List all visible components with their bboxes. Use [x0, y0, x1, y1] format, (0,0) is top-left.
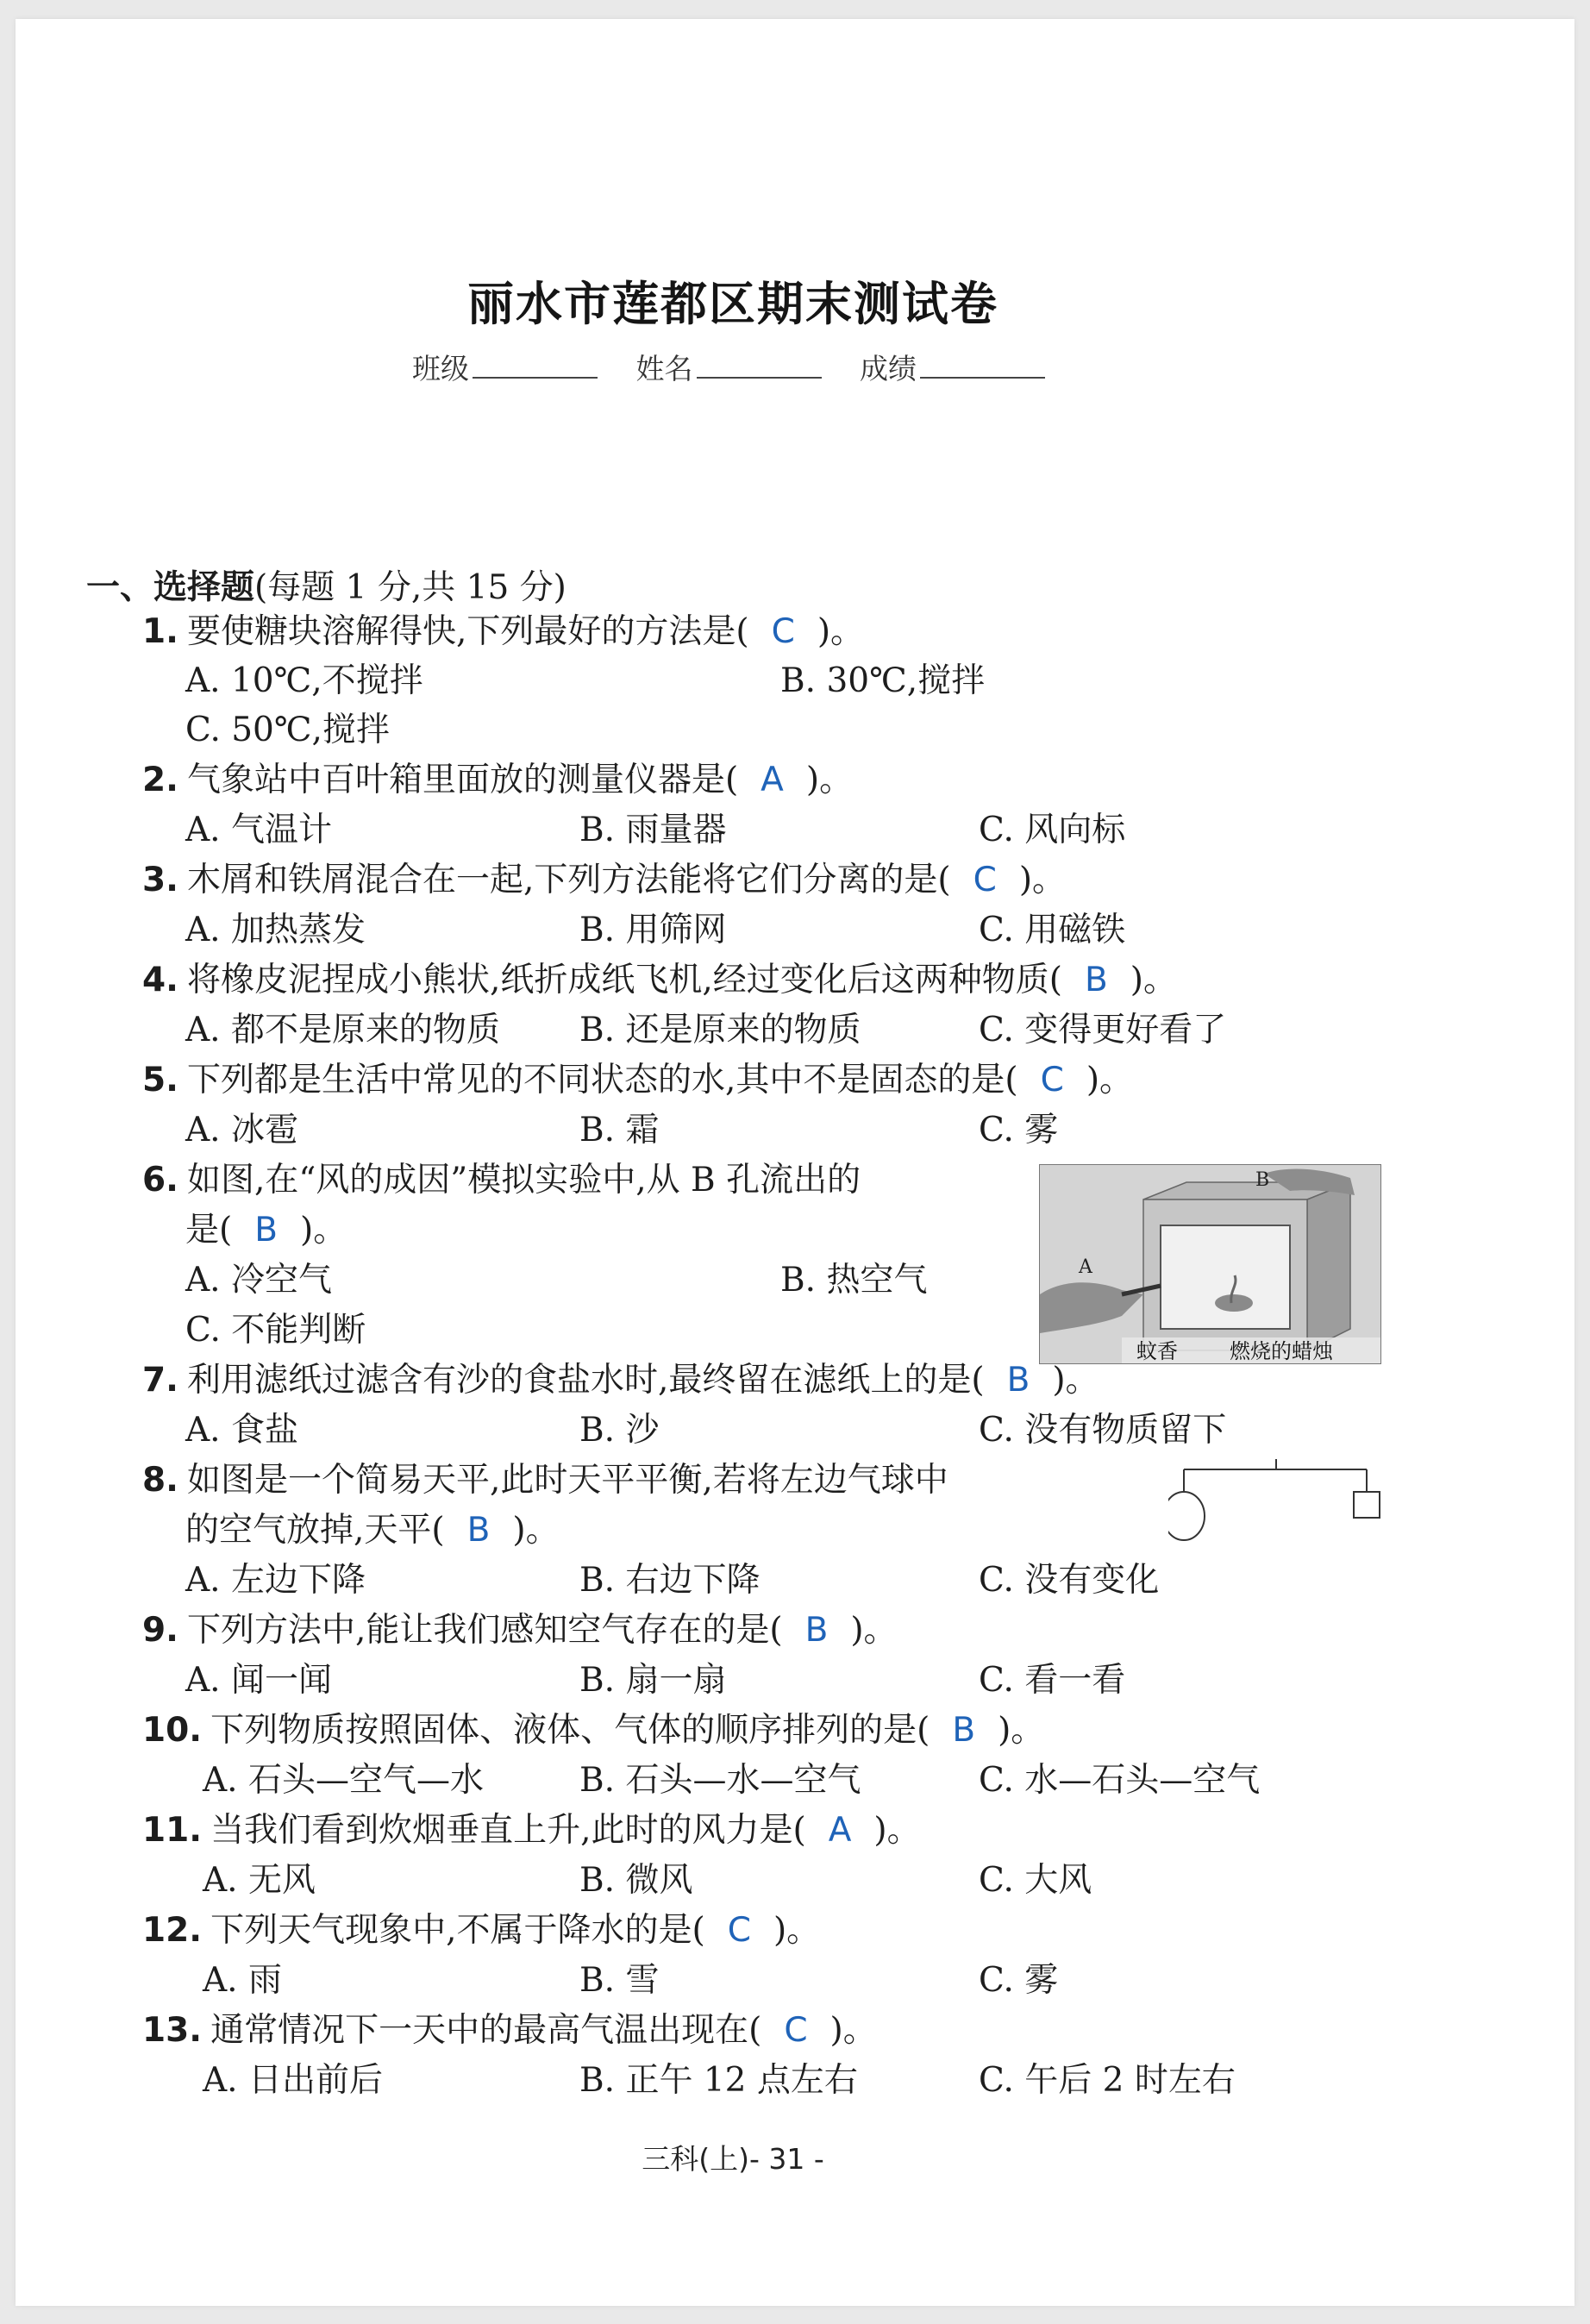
option-b: B. 用筛网 — [579, 911, 727, 949]
question-6 — [142, 1159, 861, 1202]
label-b: B — [1255, 1169, 1270, 1191]
option-b: B. 雪 — [579, 1961, 660, 2000]
option-c: C. 雾 — [979, 1961, 1059, 2000]
left-balloon — [1168, 1492, 1205, 1540]
question-text-continued: 的空气放掉,天平( — [185, 1511, 445, 1550]
question-4 — [142, 959, 1177, 1002]
option-a: A. 都不是原来的物质 — [185, 1011, 500, 1049]
answer-mark: B — [952, 1711, 976, 1750]
question-text: 如图,在“风的成因”模拟实验中,从 B 孔流出的 — [186, 1161, 861, 1200]
simple-balance-diagram — [1168, 1457, 1384, 1561]
question-number: 1. — [142, 612, 178, 651]
option-b: B. 雨量器 — [579, 811, 727, 849]
answer-mark: C — [771, 612, 795, 651]
question-text: 将橡皮泥捏成小熊状,纸折成纸飞机,经过变化后这两种物质( — [186, 961, 1062, 999]
question-end: )。 — [998, 1711, 1045, 1750]
page-title: 丽水市莲都区期末测试卷 — [467, 277, 998, 331]
question-9 — [142, 1609, 898, 1652]
option-c: C. 50℃,搅拌 — [185, 711, 390, 749]
option-a: A. 日出前后 — [203, 2061, 383, 2100]
option-c: C. 看一看 — [979, 1661, 1126, 1700]
class-label: 班级 — [412, 352, 469, 385]
option-b: B. 30℃,搅拌 — [780, 661, 986, 700]
question-number: 6. — [142, 1161, 178, 1200]
option-a: A. 食盐 — [185, 1411, 298, 1450]
student-info-row — [412, 347, 1074, 390]
option-a: A. 10℃,不搅拌 — [185, 661, 423, 700]
answer-mark: B — [1084, 961, 1108, 999]
option-c: C. 没有变化 — [979, 1561, 1160, 1600]
option-b: B. 霜 — [579, 1111, 660, 1149]
page-footer: 三科(上)- 31 - — [642, 2142, 824, 2176]
option-b: B. 热空气 — [780, 1261, 928, 1300]
option-c: C. 没有物质留下 — [979, 1411, 1227, 1450]
question-number: 13. — [142, 2011, 203, 2050]
answer-mark: A — [828, 1811, 852, 1850]
option-a: A. 雨 — [203, 1961, 282, 2000]
right-weight — [1354, 1492, 1380, 1518]
option-c: C. 不能判断 — [185, 1311, 366, 1350]
question-1 — [142, 611, 864, 654]
section-title: 一、选择题 — [86, 568, 255, 607]
question-text: 下列物质按照固体、液体、气体的顺序排列的是( — [210, 1711, 930, 1750]
question-number: 8. — [142, 1461, 178, 1500]
question-3 — [142, 859, 1066, 902]
question-end: )。 — [850, 1611, 898, 1650]
question-end: )。 — [773, 1911, 821, 1950]
question-5 — [142, 1059, 1133, 1102]
question-end: )。 — [829, 2011, 877, 2050]
question-text: 如图是一个简易天平,此时天平平衡,若将左边气球中 — [186, 1461, 948, 1500]
section-heading — [86, 561, 567, 609]
question-number: 3. — [142, 861, 178, 899]
option-c: C. 水—石头—空气 — [979, 1761, 1261, 1800]
question-end: )。 — [873, 1811, 921, 1850]
answer-mark: B — [1006, 1361, 1030, 1400]
option-a: A. 无风 — [203, 1861, 316, 1900]
question-text-continued: 是( — [185, 1211, 233, 1250]
question-end: )。 — [1052, 1361, 1099, 1400]
question-number: 9. — [142, 1611, 178, 1650]
question-number: 10. — [142, 1711, 203, 1750]
question-11 — [142, 1809, 921, 1852]
question-text: 下列都是生活中常见的不同状态的水,其中不是固态的是( — [186, 1061, 1018, 1099]
question-end: )。 — [1086, 1061, 1134, 1099]
question-8-line-2 — [185, 1509, 560, 1552]
option-a: A. 冰雹 — [185, 1111, 298, 1149]
question-number: 12. — [142, 1911, 203, 1950]
option-b: B. 扇一扇 — [579, 1661, 727, 1700]
wind-experiment-photo — [1039, 1164, 1381, 1364]
option-b: B. 石头—水—空气 — [579, 1761, 861, 1800]
option-a: A. 冷空气 — [185, 1261, 332, 1300]
question-text: 气象站中百叶箱里面放的测量仪器是( — [186, 761, 739, 799]
question-end: )。 — [1130, 961, 1177, 999]
option-c: C. 雾 — [979, 1111, 1059, 1149]
section-note: (每题 1 分,共 15 分) — [254, 568, 567, 607]
option-c: C. 午后 2 时左右 — [979, 2061, 1236, 2100]
question-number: 5. — [142, 1061, 178, 1099]
question-end: )。 — [512, 1511, 560, 1550]
answer-mark: C — [973, 861, 997, 899]
question-text: 利用滤纸过滤含有沙的食盐水时,最终留在滤纸上的是( — [186, 1361, 985, 1400]
question-8 — [142, 1459, 948, 1502]
question-10 — [142, 1709, 1044, 1752]
option-c: C. 大风 — [979, 1861, 1092, 1900]
option-c: C. 用磁铁 — [979, 911, 1126, 949]
question-number: 7. — [142, 1361, 178, 1400]
answer-mark: A — [761, 761, 784, 799]
answer-mark: C — [1040, 1061, 1064, 1099]
question-text: 下列方法中,能让我们感知空气存在的是( — [186, 1611, 783, 1650]
option-a: A. 闻一闻 — [185, 1661, 332, 1700]
question-6-line-2 — [185, 1209, 347, 1252]
option-c: C. 变得更好看了 — [979, 1011, 1227, 1049]
option-a: A. 左边下降 — [185, 1561, 366, 1600]
caption-candle: 燃烧的蜡烛 — [1230, 1339, 1333, 1363]
option-c: C. 风向标 — [979, 811, 1126, 849]
option-b: B. 正午 12 点左右 — [579, 2061, 858, 2100]
score-label: 成绩 — [860, 352, 917, 385]
question-number: 4. — [142, 961, 178, 999]
option-b: B. 右边下降 — [579, 1561, 761, 1600]
option-a: A. 气温计 — [185, 811, 332, 849]
question-number: 11. — [142, 1811, 203, 1850]
option-a: A. 加热蒸发 — [185, 911, 366, 949]
label-a: A — [1079, 1256, 1092, 1278]
answer-mark: B — [254, 1211, 278, 1250]
option-b: B. 微风 — [579, 1861, 693, 1900]
class-field — [412, 347, 598, 387]
name-field — [636, 347, 822, 387]
answer-mark: B — [466, 1511, 491, 1550]
answer-mark: C — [727, 1911, 751, 1950]
question-end: )。 — [1018, 861, 1067, 899]
score-blank[interactable] — [920, 351, 1045, 379]
experiment-illustration — [1040, 1165, 1380, 1363]
question-number: 2. — [142, 761, 178, 799]
option-b: B. 还是原来的物质 — [579, 1011, 861, 1049]
question-13 — [142, 2009, 877, 2052]
option-b: B. 沙 — [579, 1411, 660, 1450]
question-12 — [142, 1909, 820, 1952]
option-a: A. 石头—空气—水 — [203, 1761, 484, 1800]
question-7 — [142, 1359, 1099, 1402]
question-text: 当我们看到炊烟垂直上升,此时的风力是( — [210, 1811, 806, 1850]
question-end: )。 — [817, 612, 865, 651]
question-end: )。 — [805, 761, 854, 799]
answer-mark: B — [804, 1611, 829, 1650]
answer-mark: C — [784, 2011, 808, 2050]
question-text: 木屑和铁屑混合在一起,下列方法能将它们分离的是( — [186, 861, 951, 899]
question-end: )。 — [299, 1211, 347, 1250]
question-text: 通常情况下一天中的最高气温出现在( — [210, 2011, 762, 2050]
caption-incense: 蚊香 — [1136, 1339, 1178, 1363]
name-blank[interactable] — [697, 351, 822, 379]
name-label: 姓名 — [635, 352, 693, 385]
score-field — [860, 347, 1045, 387]
question-text: 下列天气现象中,不属于降水的是( — [210, 1911, 705, 1950]
question-text: 要使糖块溶解得快,下列最好的方法是( — [186, 612, 749, 651]
class-blank[interactable] — [473, 351, 598, 379]
question-2 — [142, 759, 853, 802]
